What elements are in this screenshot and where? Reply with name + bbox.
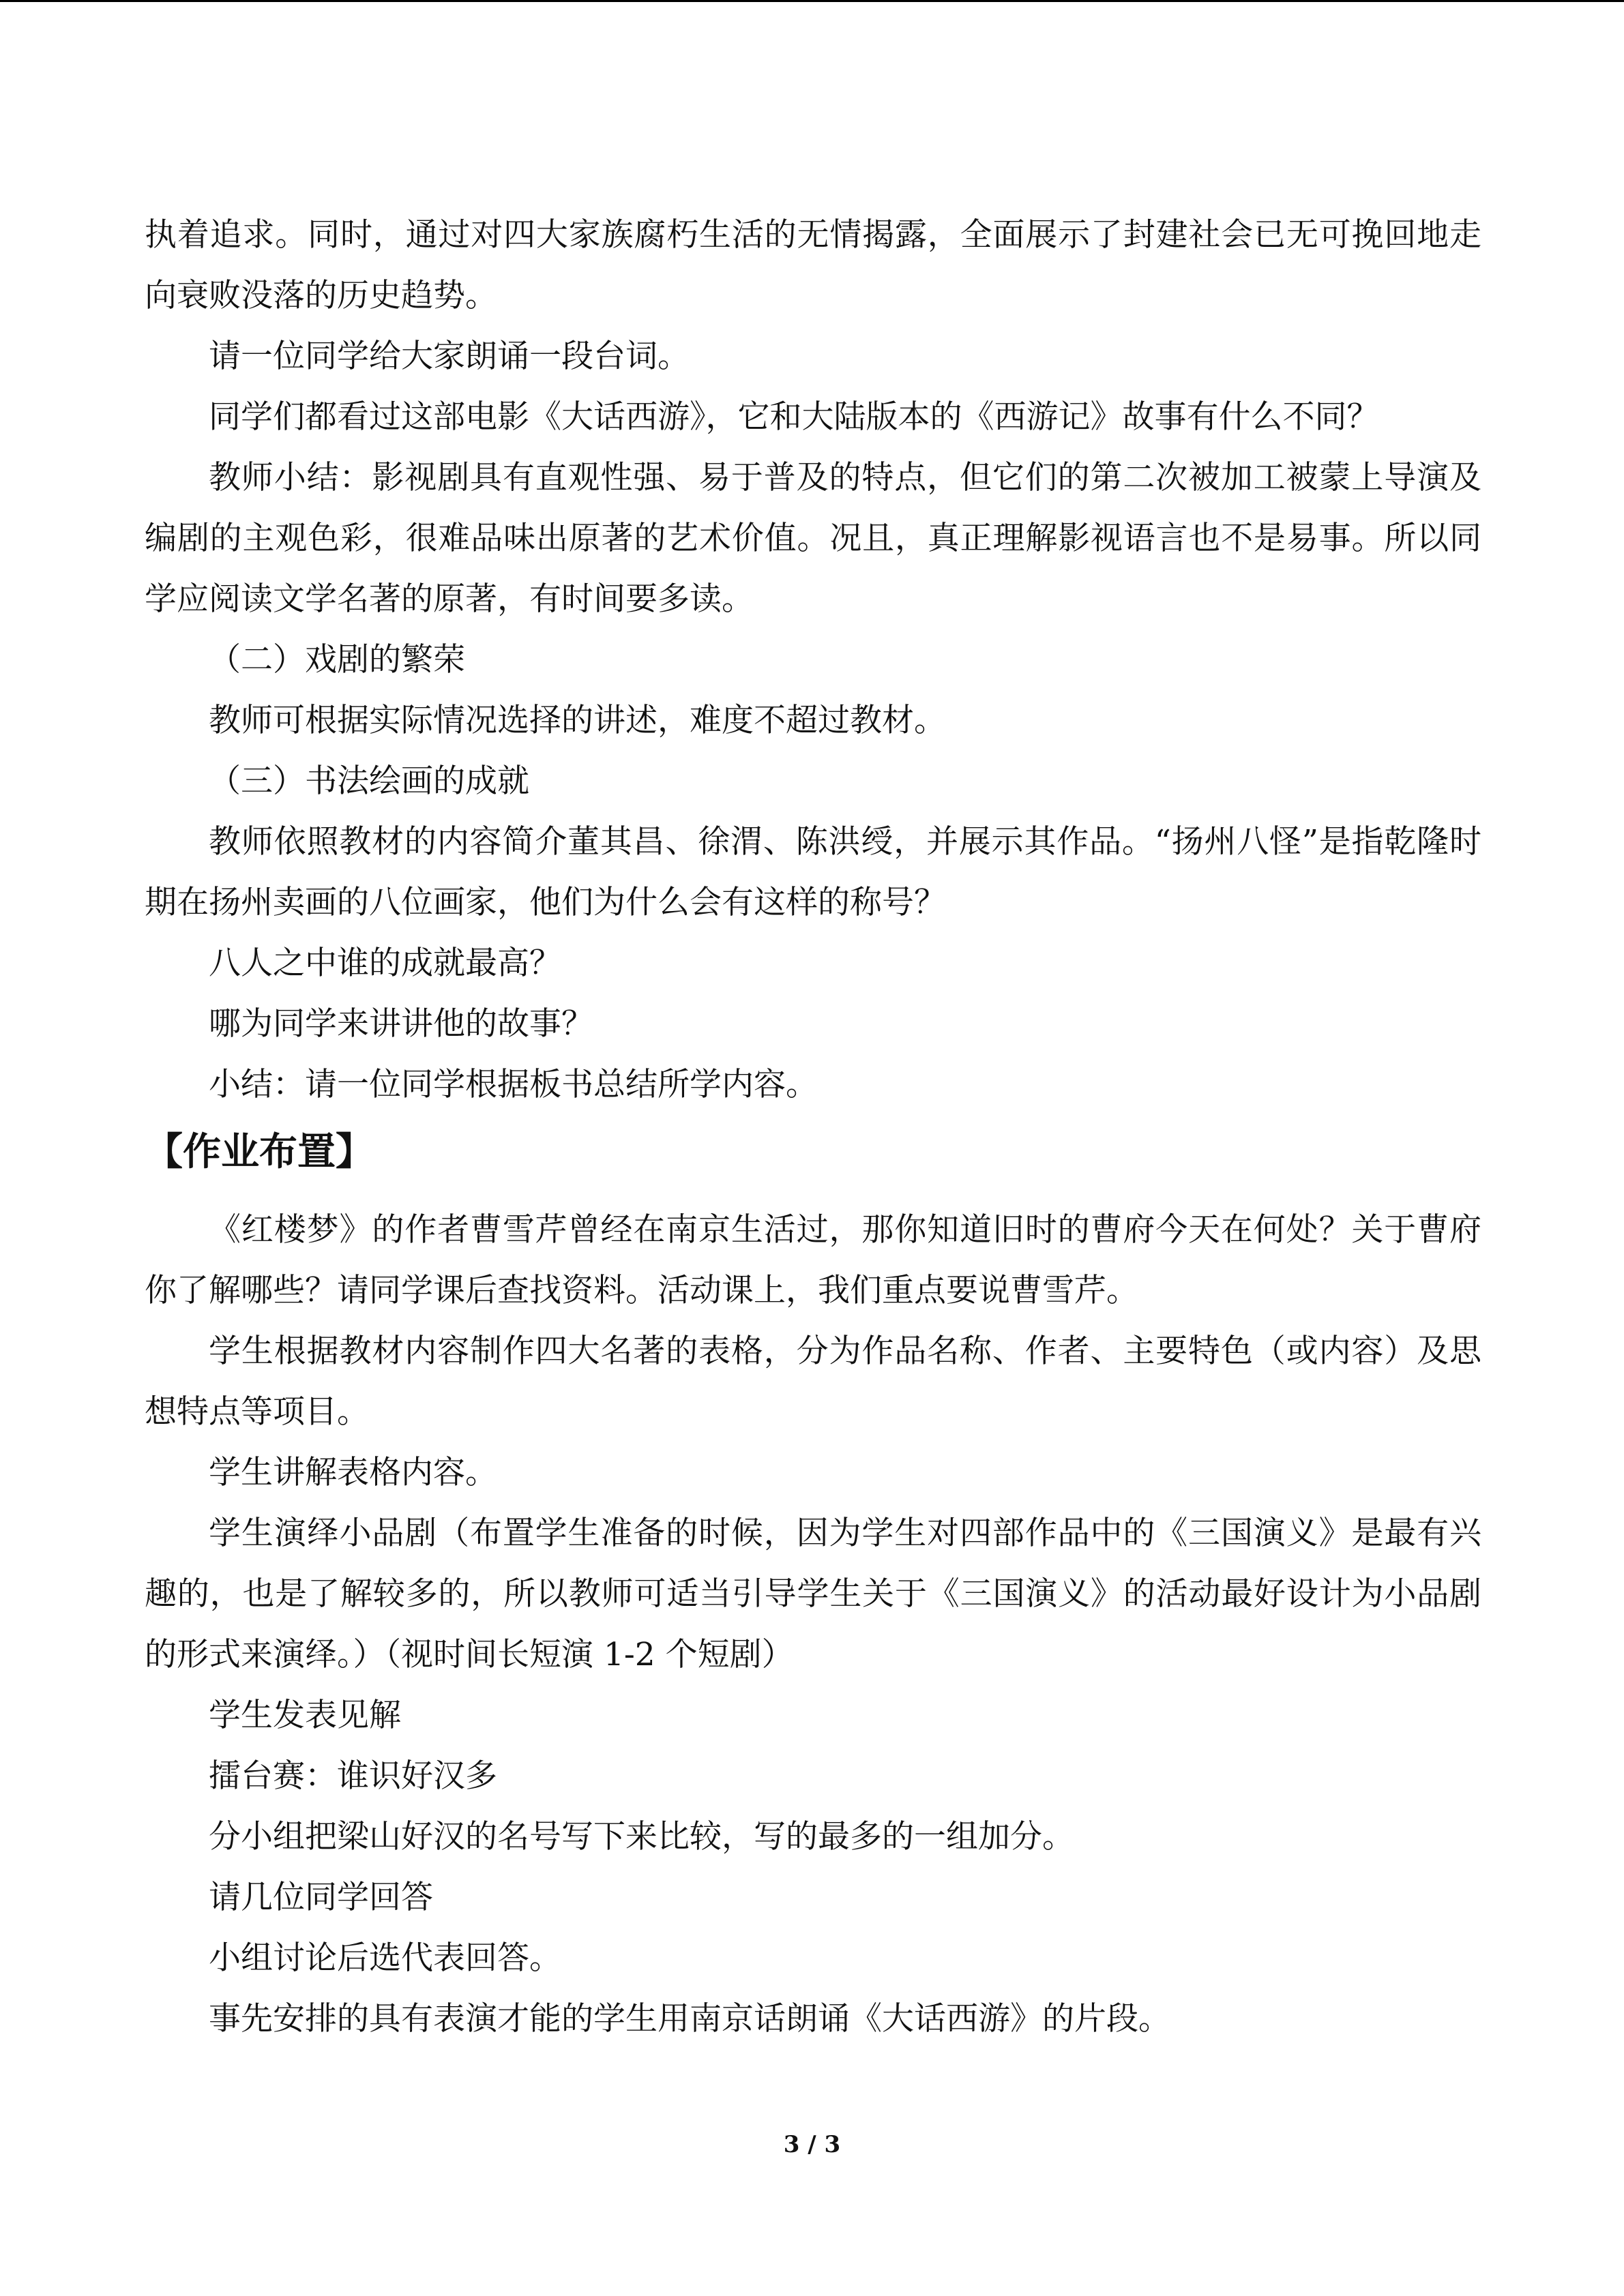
paragraph: 《红楼梦》的作者曹雪芹曾经在南京生活过，那你知道旧时的曹府今天在何处？关于曹府你了解哪些？请同学课后查找资料。活动课上，我们重点要说曹雪芹。 — [145, 1211, 1481, 1309]
paragraph: 学生发表见解 — [209, 1697, 401, 1734]
section-homework — [145, 1199, 1481, 2049]
paragraph: 事先安排的具有表演才能的学生用南京话朗诵《大话西游》的片段。 — [209, 2000, 1170, 2038]
paragraph: 哪为同学来讲讲他的故事？ — [209, 1005, 593, 1043]
document-body — [145, 205, 1481, 2049]
section-top — [145, 205, 1481, 1115]
paragraph: 请一位同学给大家朗诵一段台词。 — [209, 338, 690, 375]
subheading: （二）戏剧的繁荣 — [209, 641, 465, 679]
paragraph: 学生演绎小品剧（布置学生准备的时候，因为学生对四部作品中的《三国演义》是最有兴趣的，也是了解较多的，所以教师可适当引导学生关于《三国演义》的活动最好设计为小品剧的形式来演绎。）（视时间长短演 1-2 个短剧） — [145, 1515, 1481, 1673]
paragraph: 八人之中谁的成就最高？ — [209, 944, 561, 982]
page-number: 3 / 3 — [783, 2131, 841, 2158]
paragraph: 执着追求。同时，通过对四大家族腐朽生活的无情揭露，全面展示了封建社会已无可挽回地走向衰败没落的历史趋势。 — [145, 216, 1481, 314]
paragraph: 擂台赛：谁识好汉多 — [209, 1757, 497, 1795]
paragraph: 小组讨论后选代表回答。 — [209, 1939, 561, 1977]
section-heading: 【作业布置】 — [145, 1130, 374, 1174]
paragraph: 同学们都看过这部电影《大话西游》，它和大陆版本的《西游记》故事有什么不同？ — [209, 398, 1379, 436]
top-border-line — [0, 0, 1624, 2]
subheading: （三）书法绘画的成就 — [209, 762, 529, 800]
paragraph: 教师可根据实际情况选择的讲述，难度不超过教材。 — [209, 702, 946, 739]
paragraph: 教师依照教材的内容简介董其昌、徐渭、陈洪绶，并展示其作品。“扬州八怪”是指乾隆时期在扬州卖画的八位画家，他们为什么会有这样的称号？ — [145, 823, 1481, 921]
paragraph: 请几位同学回答 — [209, 1879, 433, 1916]
paragraph: 教师小结：影视剧具有直观性强、易于普及的特点，但它们的第二次被加工被蒙上导演及编剧的主观色彩，很难品味出原著的艺术价值。况且，真正理解影视语言也不是易事。所以同学应阅读文学名著的原著，有时间要多读。 — [145, 459, 1481, 618]
paragraph: 学生讲解表格内容。 — [209, 1454, 497, 1491]
paragraph: 小结：请一位同学根据板书总结所学内容。 — [209, 1066, 818, 1103]
paragraph: 学生根据教材内容制作四大名著的表格，分为作品名称、作者、主要特色（或内容）及思想特点等项目。 — [145, 1332, 1481, 1431]
paragraph: 分小组把梁山好汉的名号写下来比较，写的最多的一组加分。 — [209, 1818, 1074, 1855]
